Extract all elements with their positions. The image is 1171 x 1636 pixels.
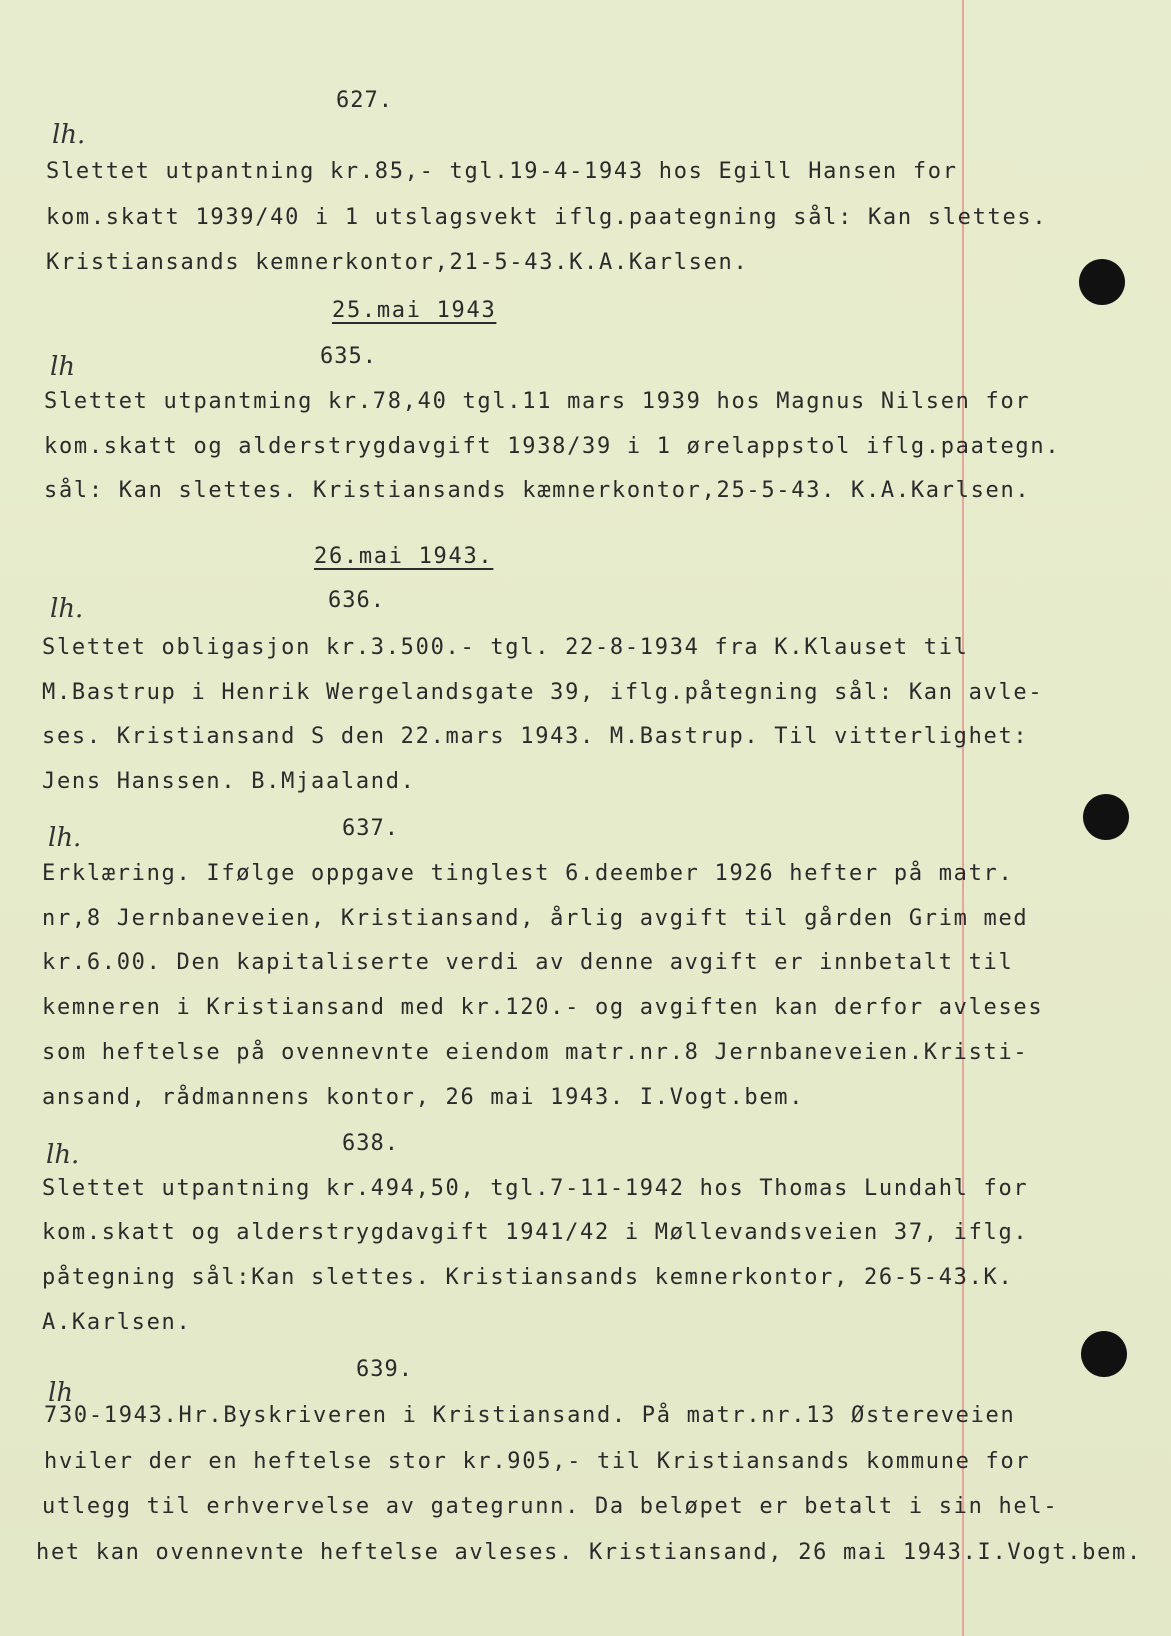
text-line: A.Karlsen. bbox=[42, 1310, 192, 1335]
text-line: kemneren i Kristiansand med kr.120.- og avgiften kan derfor avleses bbox=[42, 995, 1044, 1020]
text-line: kom.skatt og alderstrygdavgift 1938/39 i 1 ørelappstol iflg.paategn. bbox=[44, 434, 1061, 459]
entry-number: 635. bbox=[320, 344, 377, 369]
punch-hole bbox=[1079, 259, 1125, 305]
handwritten-initials: lh bbox=[48, 1378, 74, 1408]
handwritten-initials: lh bbox=[50, 352, 76, 382]
date-heading: 25.mai 1943 bbox=[332, 298, 497, 323]
text-line: Kristiansands kemnerkontor,21-5-43.K.A.Karlsen. bbox=[46, 250, 749, 275]
entry-number: 638. bbox=[342, 1131, 399, 1156]
text-line: Erklæring. Ifølge oppgave tinglest 6.deember 1926 hefter på matr. bbox=[42, 861, 1014, 886]
entry-number: 636. bbox=[328, 588, 385, 613]
text-line: Slettet utpantning kr.85,- tgl.19-4-1943 hos Egill Hansen for bbox=[46, 159, 958, 184]
text-line: kom.skatt 1939/40 i 1 utslagsvekt iflg.paategning sål: Kan slettes. bbox=[46, 205, 1048, 230]
text-line: Jens Hanssen. B.Mjaaland. bbox=[42, 769, 416, 794]
handwritten-initials: lh. bbox=[50, 594, 84, 624]
entry-number: 639. bbox=[356, 1357, 413, 1382]
text-line: ansand, rådmannens kontor, 26 mai 1943. I.Vogt.bem. bbox=[42, 1085, 805, 1110]
text-line: som heftelse på ovennevnte eiendom matr.nr.8 Jernbaneveien.Kristi- bbox=[42, 1040, 1029, 1065]
text-line: sål: Kan slettes. Kristiansands kæmnerkontor,25-5-43. K.A.Karlsen. bbox=[44, 478, 1031, 503]
text-line: hviler der en heftelse stor kr.905,- til Kristiansands kommune for bbox=[44, 1449, 1031, 1474]
entry-number: 627. bbox=[336, 88, 393, 113]
punch-hole bbox=[1081, 1331, 1127, 1377]
text-line: het kan ovennevnte heftelse avleses. Kristiansand, 26 mai 1943.I.Vogt.bem. bbox=[36, 1540, 1142, 1565]
text-line: Slettet utpantming kr.78,40 tgl.11 mars 1939 hos Magnus Nilsen for bbox=[44, 389, 1031, 414]
text-line: kr.6.00. Den kapitaliserte verdi av denne avgift er innbetalt til bbox=[42, 950, 1014, 975]
date-heading: 26.mai 1943. bbox=[314, 544, 494, 569]
handwritten-initials: lh. bbox=[48, 823, 82, 853]
text-line: påtegning sål:Kan slettes. Kristiansands kemnerkontor, 26-5-43.K. bbox=[42, 1265, 1014, 1290]
entry-number: 637. bbox=[342, 816, 399, 841]
punch-hole bbox=[1083, 794, 1129, 840]
text-line: Slettet obligasjon kr.3.500.- tgl. 22-8-1934 fra K.Klauset til bbox=[42, 635, 969, 660]
text-line: M.Bastrup i Henrik Wergelandsgate 39, iflg.påtegning sål: Kan avle- bbox=[42, 680, 1044, 705]
text-line: nr,8 Jernbaneveien, Kristiansand, årlig avgift til gården Grim med bbox=[42, 906, 1029, 931]
margin-line bbox=[962, 0, 964, 1636]
text-line: Slettet utpantning kr.494,50, tgl.7-11-1942 hos Thomas Lundahl for bbox=[42, 1176, 1029, 1201]
handwritten-initials: lh. bbox=[46, 1140, 80, 1170]
text-line: utlegg til erhvervelse av gategrunn. Da beløpet er betalt i sin hel- bbox=[42, 1494, 1059, 1519]
text-line: 730-1943.Hr.Byskriveren i Kristiansand. På matr.nr.13 Østereveien bbox=[44, 1403, 1016, 1428]
handwritten-initials: lh. bbox=[52, 120, 86, 150]
text-line: kom.skatt og alderstrygdavgift 1941/42 i Møllevandsveien 37, iflg. bbox=[42, 1220, 1029, 1245]
text-line: ses. Kristiansand S den 22.mars 1943. M.Bastrup. Til vitterlighet: bbox=[42, 724, 1029, 749]
